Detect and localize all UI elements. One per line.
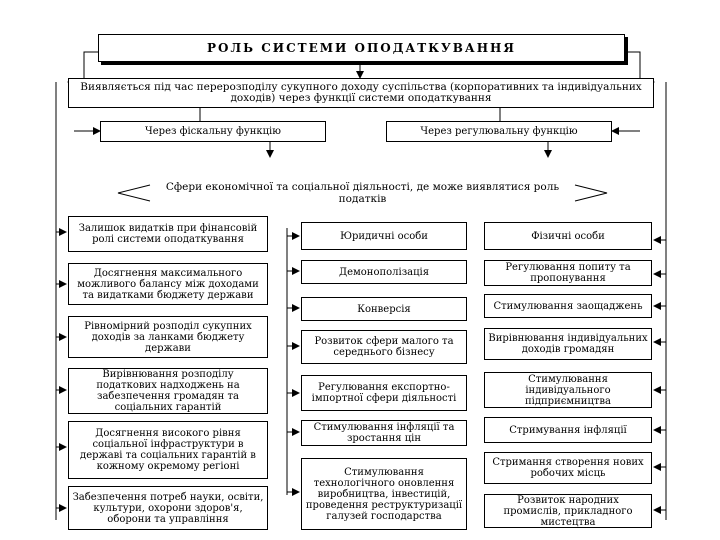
regulatory-function-box: Через регулювальну функцію <box>386 121 612 142</box>
main-description-box: Виявляється під час перерозподілу сукупного доходу суспільства (корпоративних та індивідуальних доходів) через функції системи оподаткування <box>68 78 654 108</box>
left-box-6: Забезпечення потреб науки, освіти, культури, охорони здоров'я, оборони та управління <box>68 486 268 530</box>
right-box-supply-demand: Регулювання попиту та пропонування <box>484 260 652 286</box>
fiscal-function-box: Через фіскальну функцію <box>100 121 326 142</box>
right-box-inflation-restraint: Стримування інфляції <box>484 417 652 443</box>
spheres-caption: Сфери економічної та соціальної діяльності, де може виявлятися роль податків <box>165 181 560 205</box>
right-box-entrepreneurship: Стимулювання індивідуального підприємництва <box>484 372 652 408</box>
left-box-2: Досягнення максимального можливого балансу між доходами та видатками бюджету держави <box>68 263 268 305</box>
center-box-demonopolization: Демонополізація <box>301 260 467 284</box>
right-box-income-equalization: Вирівнювання індивідуальних доходів громадян <box>484 328 652 360</box>
center-box-small-business: Розвиток сфери малого та середнього бізнесу <box>301 330 467 364</box>
center-box-legal-entities: Юридичні особи <box>301 222 467 250</box>
center-box-technology: Стимулювання технологічного оновлення виробництва, інвестицій, проведення реструктуризації галузей господарства <box>301 458 467 530</box>
left-box-4: Вирівнювання розподілу податкових надходжень на забезпечення громадян та соціальних гарантій <box>68 368 268 414</box>
left-box-3: Рівномірний розподіл сукупних доходів за ланками бюджету держави <box>68 316 268 358</box>
right-box-individuals: Фізичні особи <box>484 222 652 250</box>
diagram-title: РОЛЬ СИСТЕМИ ОПОДАТКУВАННЯ <box>98 34 625 62</box>
left-box-5: Досягнення високого рівня соціальної інфраструктури в державі та соціальних гарантій в кожному окремому регіоні <box>68 421 268 479</box>
right-box-savings: Стимулювання заощаджень <box>484 294 652 318</box>
center-box-export-import: Регулювання експортно-імпортної сфери діяльності <box>301 375 467 411</box>
right-box-folk-crafts: Розвиток народних промислів, прикладного мистецтва <box>484 494 652 528</box>
left-box-1: Залишок видатків при фінансовій ролі системи оподаткування <box>68 216 268 252</box>
right-box-jobs: Стримання створення нових робочих місць <box>484 452 652 484</box>
center-box-inflation: Стимулювання інфляції та зростання цін <box>301 420 467 446</box>
center-box-conversion: Конверсія <box>301 297 467 321</box>
